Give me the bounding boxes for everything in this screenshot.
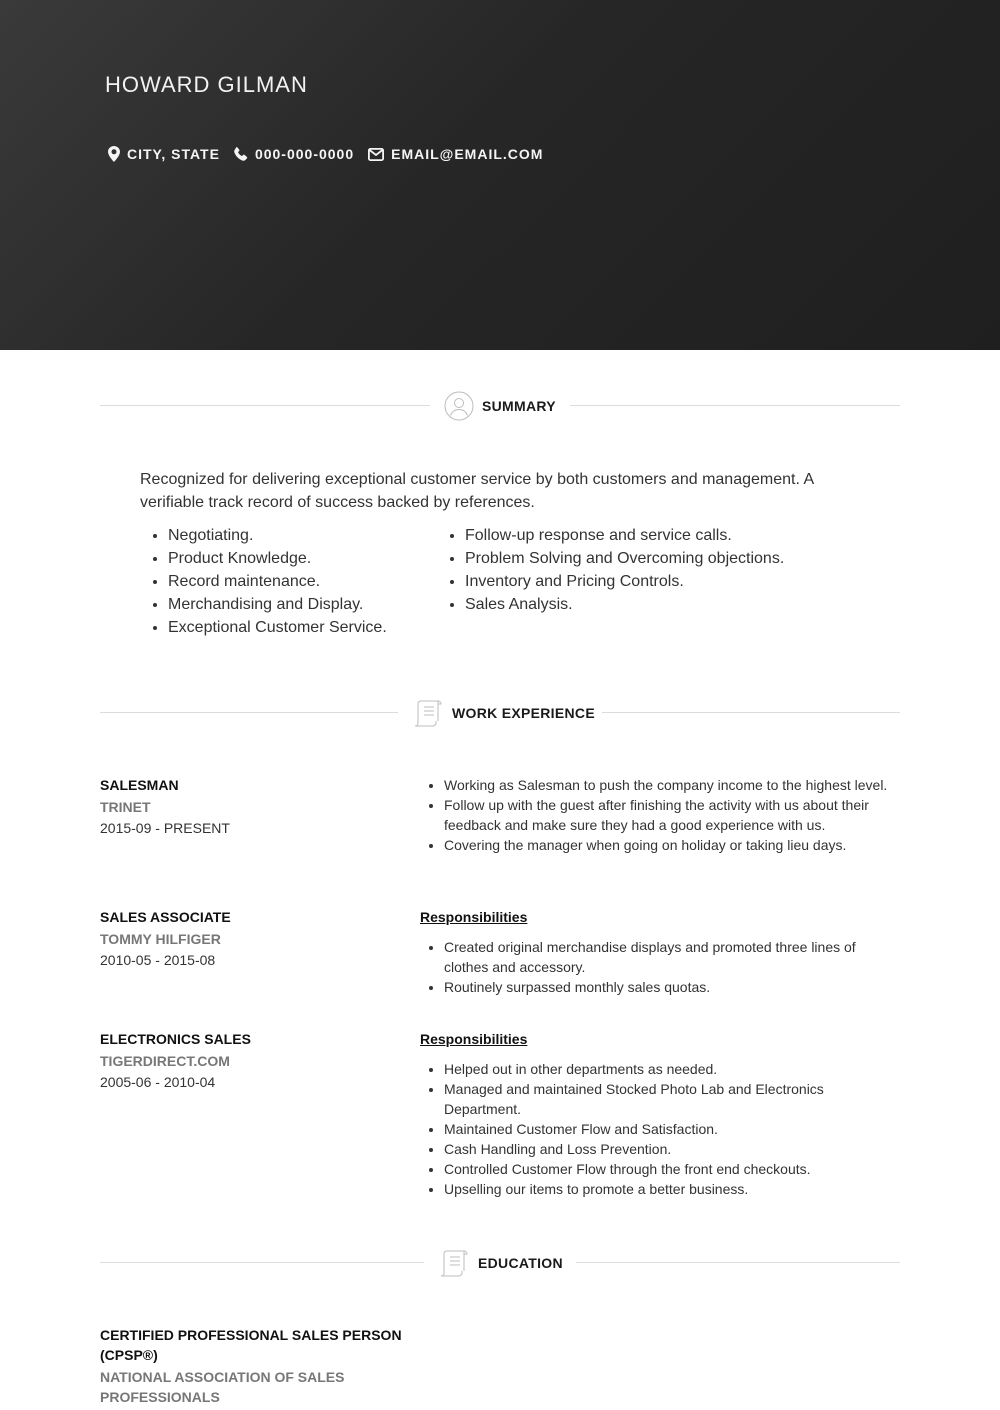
- list-item: • Follow-up response and service calls.: [465, 524, 885, 547]
- contact-location: [108, 146, 220, 162]
- job-details: [420, 1029, 900, 1199]
- list-item: • Follow up with the guest after finishing the activity with us about their feedback and make sure they had a good experience with us.: [444, 795, 900, 835]
- list-item: • Inventory and Pricing Controls.: [465, 570, 885, 593]
- summary-heading: SUMMARY: [482, 398, 556, 414]
- list-item: • Routinely surpassed monthly sales quotas.: [444, 977, 900, 997]
- list-item: • Problem Solving and Overcoming objections.: [465, 547, 885, 570]
- list-item: • Sales Analysis.: [465, 593, 885, 616]
- job-bullets: [420, 775, 900, 855]
- job-title: SALES ASSOCIATE: [100, 909, 231, 925]
- divider-line: [602, 712, 900, 713]
- responsibilities-label: Responsibilities: [420, 909, 528, 925]
- divider-line: [100, 712, 398, 713]
- job-title: ELECTRONICS SALES: [100, 1031, 251, 1047]
- divider-line: [576, 1262, 900, 1263]
- job-company: TOMMY HILFIGER: [100, 931, 221, 947]
- resume-header: [0, 0, 1000, 350]
- list-item: • Product Knowledge.: [168, 547, 458, 570]
- list-item: • Covering the manager when going on holiday or taking lieu days.: [444, 835, 900, 855]
- contact-phone: [234, 146, 354, 162]
- phone-text: 000-000-0000: [254, 146, 355, 162]
- job-bullets: [420, 937, 900, 997]
- list-item: • Negotiating.: [168, 524, 458, 547]
- education-entry: [100, 1325, 410, 1407]
- job-meta: [100, 1029, 400, 1092]
- summary-heading-wrap: [444, 389, 556, 423]
- email-text[interactable]: EMAIL@EMAIL.COM: [391, 146, 544, 162]
- job-company: TRINET: [100, 799, 151, 815]
- divider-line: [570, 405, 900, 406]
- job-details: [420, 907, 900, 997]
- work-section-header: [100, 696, 900, 730]
- divider-line: [100, 1262, 424, 1263]
- responsibilities-label: Responsibilities: [420, 1031, 528, 1047]
- education-heading-wrap: [438, 1246, 563, 1280]
- job-meta: [100, 775, 400, 838]
- education-title: CERTIFIED PROFESSIONAL SALES PERSON (CPSP®): [100, 1327, 402, 1363]
- job-dates: 2005-06 - 2010-04: [100, 1074, 216, 1090]
- list-item: • Merchandising and Display.: [168, 593, 458, 616]
- list-item: • Upselling our items to promote a better business.: [444, 1179, 900, 1199]
- list-item: • Maintained Customer Flow and Satisfaction.: [444, 1119, 900, 1139]
- education-heading: EDUCATION: [478, 1255, 563, 1271]
- list-item: • Cash Handling and Loss Prevention.: [444, 1139, 900, 1159]
- list-item: • Controlled Customer Flow through the front end checkouts.: [444, 1159, 900, 1179]
- contact-email[interactable]: [368, 146, 543, 162]
- summary-section-header: [100, 389, 900, 423]
- work-heading: WORK EXPERIENCE: [452, 705, 595, 721]
- envelope-icon: [368, 148, 384, 161]
- list-item: • Exceptional Customer Service.: [168, 616, 458, 639]
- job-details: [420, 775, 900, 855]
- education-section-header: [100, 1246, 900, 1280]
- list-item: • Created original merchandise displays and promoted three lines of clothes and accessory.: [444, 937, 900, 977]
- work-heading-wrap: [412, 696, 595, 730]
- skills-list-left: [140, 524, 458, 639]
- skills-list-right: [437, 524, 885, 616]
- candidate-name: HOWARD GILMAN: [105, 72, 308, 97]
- summary-paragraph: Recognized for delivering exceptional customer service by both customers and management. A verifiable track record of success backed by references.: [140, 471, 814, 511]
- list-item: • Managed and maintained Stocked Photo Lab and Electronics Department.: [444, 1079, 900, 1119]
- scroll-icon: [412, 697, 444, 729]
- job-company: TIGERDIRECT.COM: [100, 1053, 230, 1069]
- job-bullets: [420, 1059, 900, 1199]
- job-dates: 2015-09 - PRESENT: [100, 820, 230, 836]
- contact-info: [108, 146, 557, 162]
- education-org: NATIONAL ASSOCIATION OF SALES PROFESSIONALS: [100, 1369, 345, 1405]
- list-item: • Helped out in other departments as needed.: [444, 1059, 900, 1079]
- scroll-icon: [438, 1247, 470, 1279]
- job-meta: [100, 907, 400, 970]
- map-pin-icon: [108, 146, 120, 162]
- divider-line: [100, 405, 430, 406]
- job-title: SALESMAN: [100, 777, 179, 793]
- job-dates: 2010-05 - 2015-08: [100, 952, 216, 968]
- list-item: • Working as Salesman to push the company income to the highest level.: [444, 775, 900, 795]
- location-text: CITY, STATE: [127, 146, 220, 162]
- list-item: • Record maintenance.: [168, 570, 458, 593]
- phone-icon: [234, 147, 248, 161]
- user-circle-icon: [444, 391, 474, 421]
